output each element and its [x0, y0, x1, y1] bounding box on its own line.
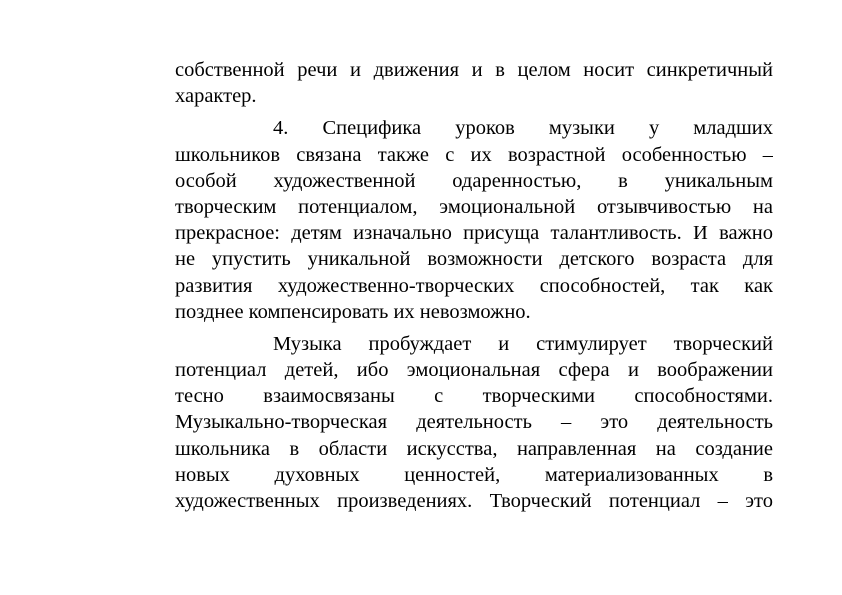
text-line: характер.	[175, 85, 257, 108]
text-line: школьника в области искусства, направленная на создание	[175, 437, 773, 460]
text-line: потенциал детей, ибо эмоциональная сфера и воображении	[175, 359, 773, 382]
text-line: развития художественно-творческих способностей, так как	[175, 274, 773, 297]
paragraph-1	[175, 57, 773, 109]
text-line: собственной речи и движения и в целом носит синкретичный	[175, 59, 773, 81]
text-line: 4. Специфика уроков музыки у младших	[273, 117, 773, 140]
paragraph-2	[175, 115, 773, 325]
text-line: новых духовных ценностей, материализованных в	[175, 463, 773, 486]
text-line: творческим потенциалом, эмоциональной отзывчивостью на	[175, 195, 773, 218]
text-line: прекрасное: детям изначально присуща талантливость. И важно	[175, 222, 773, 245]
text-line: школьников связана также с их возрастной особенностью –	[175, 143, 773, 166]
text-line: позднее компенсировать их невозможно.	[175, 300, 531, 323]
text-line: Музыкально-творческая деятельность – это деятельность	[175, 411, 773, 434]
body-text	[175, 57, 773, 514]
paragraph-3	[175, 331, 773, 514]
text-line: художественных произведениях. Творческий потенциал – это	[175, 490, 773, 512]
text-line: тесно взаимосвязаны с творческими способностями.	[175, 385, 773, 408]
text-line: особой художественной одаренностью, в уникальным	[175, 169, 773, 192]
text-line: Музыка пробуждает и стимулирует творческий	[273, 332, 773, 355]
text-line: не упустить уникальной возможности детского возраста для	[175, 248, 773, 271]
